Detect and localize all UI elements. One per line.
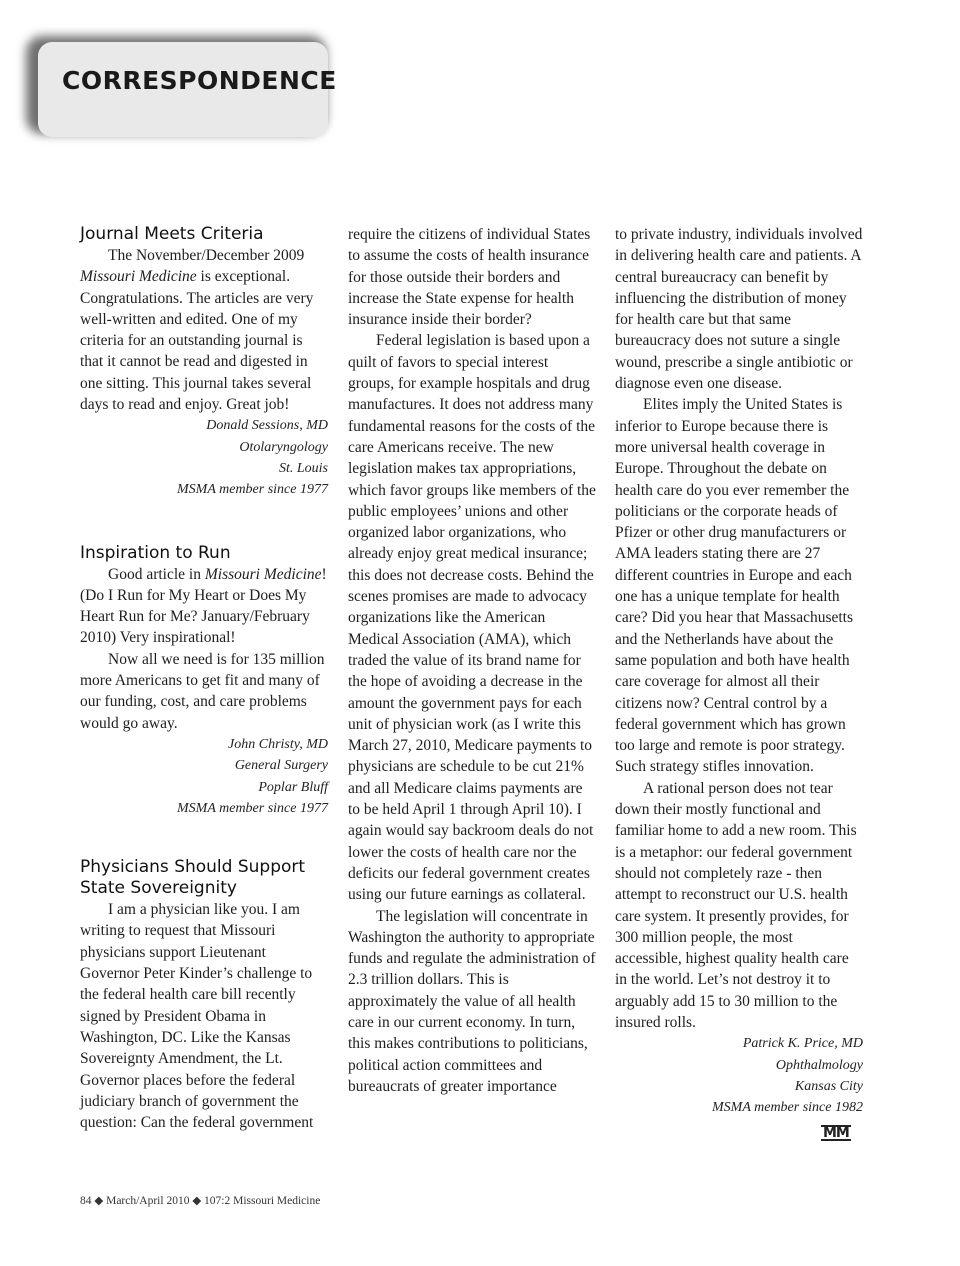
signature-block (615, 1033, 863, 1118)
author-name: John Christy, MD (228, 736, 328, 752)
author-name: Donald Sessions, MD (206, 418, 328, 434)
column-3 (615, 224, 863, 1118)
letter-paragraph: Federal legislation is based upon a quilt of favors to special interest groups, for example hospitals and drug manufactures. It does not address many fundamental reasons for the costs of the care Americans receive. The new legislation makes tax appropriations, which favor groups like members of the public employees’ unions and other organized labor organizations, who already enjoy great medical insurance; this does not decrease costs. Behind the scenes promises are made to advocacy organizations like the American Medical Association (AMA), which traded the value of its brand name for the hope of avoiding a decrease in the amount the government pays for each unit of physician work (as I write this March 27, 2010, Medicare payments to physicians are schedule to be cut 21% and all Medicare claims payments are to be held April 1 through April 10). I again would say backroom deals do not lower the costs of health care nor the deficits our federal government creates using our future earnings as collateral. (348, 332, 596, 904)
author-city: St. Louis (278, 460, 328, 476)
page-footer: 84 ◆ March/April 2010 ◆ 107:2 Missouri Medicine (80, 1195, 321, 1207)
author-membership: MSMA member since 1982 (712, 1100, 863, 1116)
author-city: Poplar Bluff (258, 779, 328, 795)
letter-inspiration-to-run (80, 543, 328, 820)
column-2 (348, 224, 596, 1097)
author-specialty: General Surgery (234, 758, 328, 774)
letter-paragraph: I am a physician like you. I am writing to request that Missouri physicians support Lieutenant Governor Peter Kinder’s challenge to the federal health care bill recently signed by President Obama in Washington, DC. Like the Kansas Sovereignty Amendment, the Lt. Governor places before the federal judiciary branch of government the question: Can the federal government (80, 901, 314, 1132)
journal-name: Missouri Medicine (204, 565, 322, 583)
letter-paragraph: Now all we need is for 135 million more Americans to get fit and many of our funding, cost, and care problems would go away. (80, 650, 325, 732)
author-membership: MSMA member since 1977 (177, 482, 328, 498)
author-specialty: Ophthalmology (775, 1057, 863, 1073)
letter-paragraph-continued: to private industry, individuals involved in delivering health care and patients. A central bureaucracy can benefit by influencing the distribution of money for health care but that same bureaucracy does not suture a single wound, prescribe a single antibiotic or diagnose even one disease. (615, 226, 863, 393)
signature-block (80, 734, 328, 819)
letter-paragraph: The legislation will concentrate in Washington the authority to appropriate funds and regulate the administration of 2.3 trillion dollars. This is approximately the value of all health care in our current economy. In turn, this makes contributions to politicians, political action committees and bureaucrats of greater importance (348, 907, 596, 1095)
letter-paragraph-continued: require the citizens of individual States to assume the costs of health insurance for those outside their borders and increase the State expense for health insurance inside their border? (348, 226, 591, 329)
letter-state-sovereignity (80, 857, 328, 1133)
letter-paragraph: A rational person does not tear down their mostly functional and familiar home to add a new room. This is a metaphor: our federal government should not completely raze - then attempt to reconstruct our U.S. health care system. It presently provides, for 300 million people, the most accessible, highest quality health care in the world. Let’s not destroy it to arguably add 15 to 30 million to the insured rolls. (615, 779, 857, 1031)
letter-paragraph: The November/December 2009 Missouri Medicine is exceptional. Congratulations. The articles are very well-written and edited. One of my criteria for an outstanding journal is that it cannot be read and digested in one sitting. This journal takes several days to read and enjoy. Great job! (80, 247, 314, 414)
signature-block (80, 415, 328, 500)
letter-title: Journal Meets Criteria (80, 224, 264, 244)
letter-title: Physicians Should Support State Sovereignity (80, 857, 306, 899)
author-name: Patrick K. Price, MD (742, 1036, 863, 1052)
author-membership: MSMA member since 1977 (177, 800, 328, 816)
letter-title: Inspiration to Run (80, 542, 231, 563)
end-of-article-mark: MM (823, 1125, 849, 1141)
journal-name: Missouri Medicine (80, 268, 197, 286)
letter-journal-meets-criteria (80, 224, 328, 501)
section-title: CORRESPONDENCE (62, 66, 337, 95)
author-city: Kansas City (794, 1078, 863, 1094)
letter-paragraph: Good article in Missouri Medicine! (Do I Run for My Heart or Does My Heart Run for Me? January/February 2010) Very inspirational! (80, 565, 327, 647)
letter-paragraph: Elites imply the United States is inferior to Europe because there is more universal health coverage in Europe. Throughout the debate on health care do you ever remember the politicians or the corporate heads of Pfizer or other drug manufacturers or AMA leaders stating there are 27 different countries in Europe and each one has a unique template for health care? Did you hear that Massachusetts and the Netherlands have about the same population and both have health care coverage for almost all their citizens now? Central control by a federal government which has grown too large and remote is poor strategy. Such strategy stifles innovation. (615, 396, 854, 776)
author-specialty: Otolaryngology (239, 439, 328, 455)
column-1 (80, 224, 328, 1133)
